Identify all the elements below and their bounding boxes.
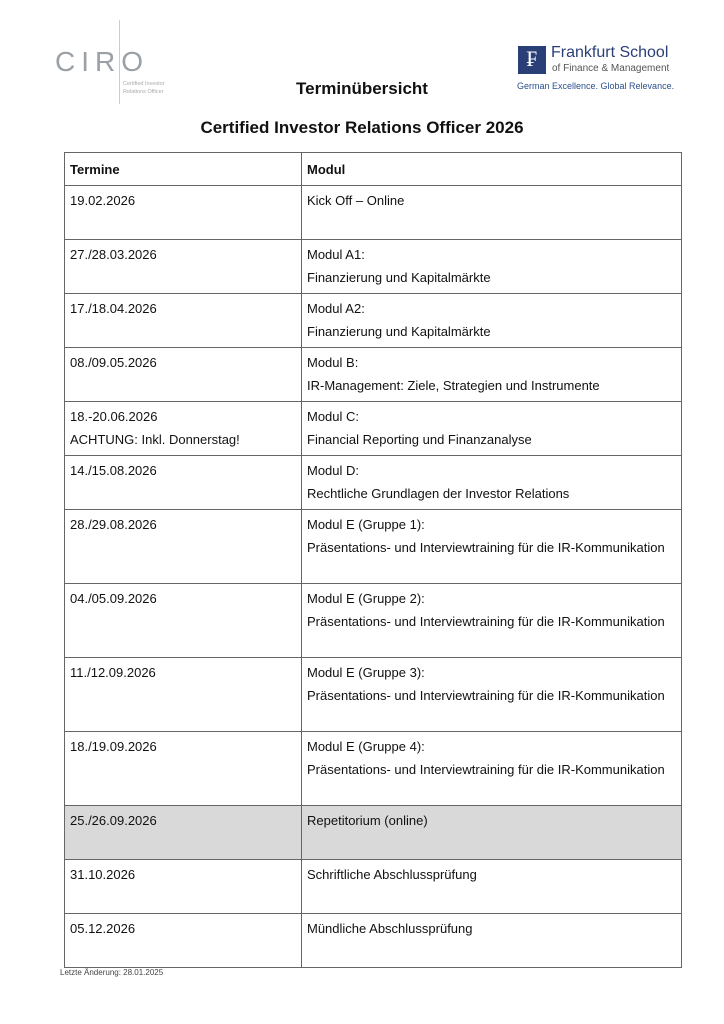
table-row bbox=[65, 240, 682, 294]
modul-detail: Finanzierung und Kapitalmärkte bbox=[307, 270, 491, 285]
date: 28./29.08.2026 bbox=[70, 517, 157, 532]
date-cell bbox=[65, 806, 302, 860]
table-row-highlighted bbox=[65, 806, 682, 860]
modul-title: Modul B: bbox=[307, 355, 359, 370]
table-row bbox=[65, 348, 682, 402]
modul-title: Schriftliche Abschlussprüfung bbox=[307, 867, 477, 882]
modul-title: Modul E (Gruppe 3): bbox=[307, 665, 425, 680]
date-cell bbox=[65, 732, 302, 806]
date: 11./12.09.2026 bbox=[70, 665, 156, 680]
modul-title: Modul A2: bbox=[307, 301, 365, 316]
date-cell bbox=[65, 402, 302, 456]
modul-title: Modul D: bbox=[307, 463, 360, 478]
modul-cell bbox=[302, 584, 682, 658]
page-title: Terminübersicht bbox=[296, 79, 428, 98]
date-cell bbox=[65, 294, 302, 348]
modul-cell bbox=[302, 658, 682, 732]
modul-cell bbox=[302, 510, 682, 584]
date-cell bbox=[65, 860, 302, 914]
last-modified-note: Letzte Änderung: 28.01.2025 bbox=[60, 968, 164, 977]
modul-cell bbox=[302, 732, 682, 806]
table-header-row bbox=[65, 153, 682, 186]
modul-cell bbox=[302, 348, 682, 402]
date: 14./15.08.2026 bbox=[70, 463, 157, 478]
table-row bbox=[65, 732, 682, 806]
date: 18./19.09.2026 bbox=[70, 739, 157, 754]
modul-title: Modul E (Gruppe 2): bbox=[307, 591, 425, 606]
modul-detail: Präsentations- und Interviewtraining für die IR-Kommunikation bbox=[307, 762, 665, 777]
date: 17./18.04.2026 bbox=[70, 301, 157, 316]
date-cell bbox=[65, 240, 302, 294]
date-cell bbox=[65, 658, 302, 732]
header-modul: Modul bbox=[302, 153, 682, 186]
date-cell bbox=[65, 348, 302, 402]
table-row bbox=[65, 510, 682, 584]
frankfurt-school-emblem-icon: ₣ bbox=[518, 46, 546, 74]
frankfurt-school-name: Frankfurt School bbox=[551, 44, 669, 61]
modul-detail: Präsentations- und Interviewtraining für die IR-Kommunikation bbox=[307, 614, 665, 629]
modul-title: Kick Off – Online bbox=[307, 193, 405, 208]
modul-detail: Präsentations- und Interviewtraining für die IR-Kommunikation bbox=[307, 688, 665, 703]
modul-detail: Präsentations- und Interviewtraining für die IR-Kommunikation bbox=[307, 540, 665, 555]
date: 05.12.2026 bbox=[70, 921, 136, 936]
date: 31.10.2026 bbox=[70, 867, 136, 882]
table-row bbox=[65, 658, 682, 732]
modul-cell bbox=[302, 240, 682, 294]
page-subtitle: Certified Investor Relations Officer 2026 bbox=[200, 118, 524, 137]
modul-cell bbox=[302, 914, 682, 968]
ciro-logo-subtext: Certified Investor Relations Officer bbox=[123, 81, 165, 95]
table-row bbox=[65, 186, 682, 240]
date: 27./28.03.2026 bbox=[70, 247, 157, 262]
date-cell bbox=[65, 186, 302, 240]
frankfurt-school-sub: of Finance & Management bbox=[552, 63, 670, 74]
date: 18.-20.06.2026 bbox=[70, 409, 158, 424]
modul-title: Modul A1: bbox=[307, 247, 365, 262]
date-note: ACHTUNG: Inkl. Donnerstag! bbox=[70, 432, 240, 447]
header-termine: Termine bbox=[65, 153, 302, 186]
modul-cell bbox=[302, 456, 682, 510]
table-row bbox=[65, 294, 682, 348]
modul-cell bbox=[302, 294, 682, 348]
modul-detail: Rechtliche Grundlagen der Investor Relations bbox=[307, 486, 570, 501]
date-cell bbox=[65, 456, 302, 510]
modul-cell bbox=[302, 186, 682, 240]
table-row bbox=[65, 584, 682, 658]
modul-detail: Finanzierung und Kapitalmärkte bbox=[307, 324, 491, 339]
modul-title: Modul E (Gruppe 4): bbox=[307, 739, 425, 754]
date-cell bbox=[65, 914, 302, 968]
date: 25./26.09.2026 bbox=[70, 813, 157, 828]
modul-title: Repetitorium (online) bbox=[307, 813, 428, 828]
table-row bbox=[65, 456, 682, 510]
date-cell bbox=[65, 510, 302, 584]
ciro-logo-letters: CIRO bbox=[55, 46, 149, 77]
modul-title: Mündliche Abschlussprüfung bbox=[307, 921, 473, 936]
modul-cell bbox=[302, 806, 682, 860]
modul-cell bbox=[302, 860, 682, 914]
modul-title: Modul E (Gruppe 1): bbox=[307, 517, 425, 532]
table-row bbox=[65, 860, 682, 914]
date-cell bbox=[65, 584, 302, 658]
table-row bbox=[65, 914, 682, 968]
table-row bbox=[65, 402, 682, 456]
modul-detail: Financial Reporting und Finanzanalyse bbox=[307, 432, 532, 447]
date: 04./05.09.2026 bbox=[70, 591, 157, 606]
modul-cell bbox=[302, 402, 682, 456]
schedule-table bbox=[64, 152, 682, 968]
modul-detail: IR-Management: Ziele, Strategien und Instrumente bbox=[307, 378, 600, 393]
modul-title: Modul C: bbox=[307, 409, 360, 424]
date: 08./09.05.2026 bbox=[70, 355, 157, 370]
frankfurt-school-tagline: German Excellence. Global Relevance. bbox=[517, 81, 675, 91]
date: 19.02.2026 bbox=[70, 193, 136, 208]
